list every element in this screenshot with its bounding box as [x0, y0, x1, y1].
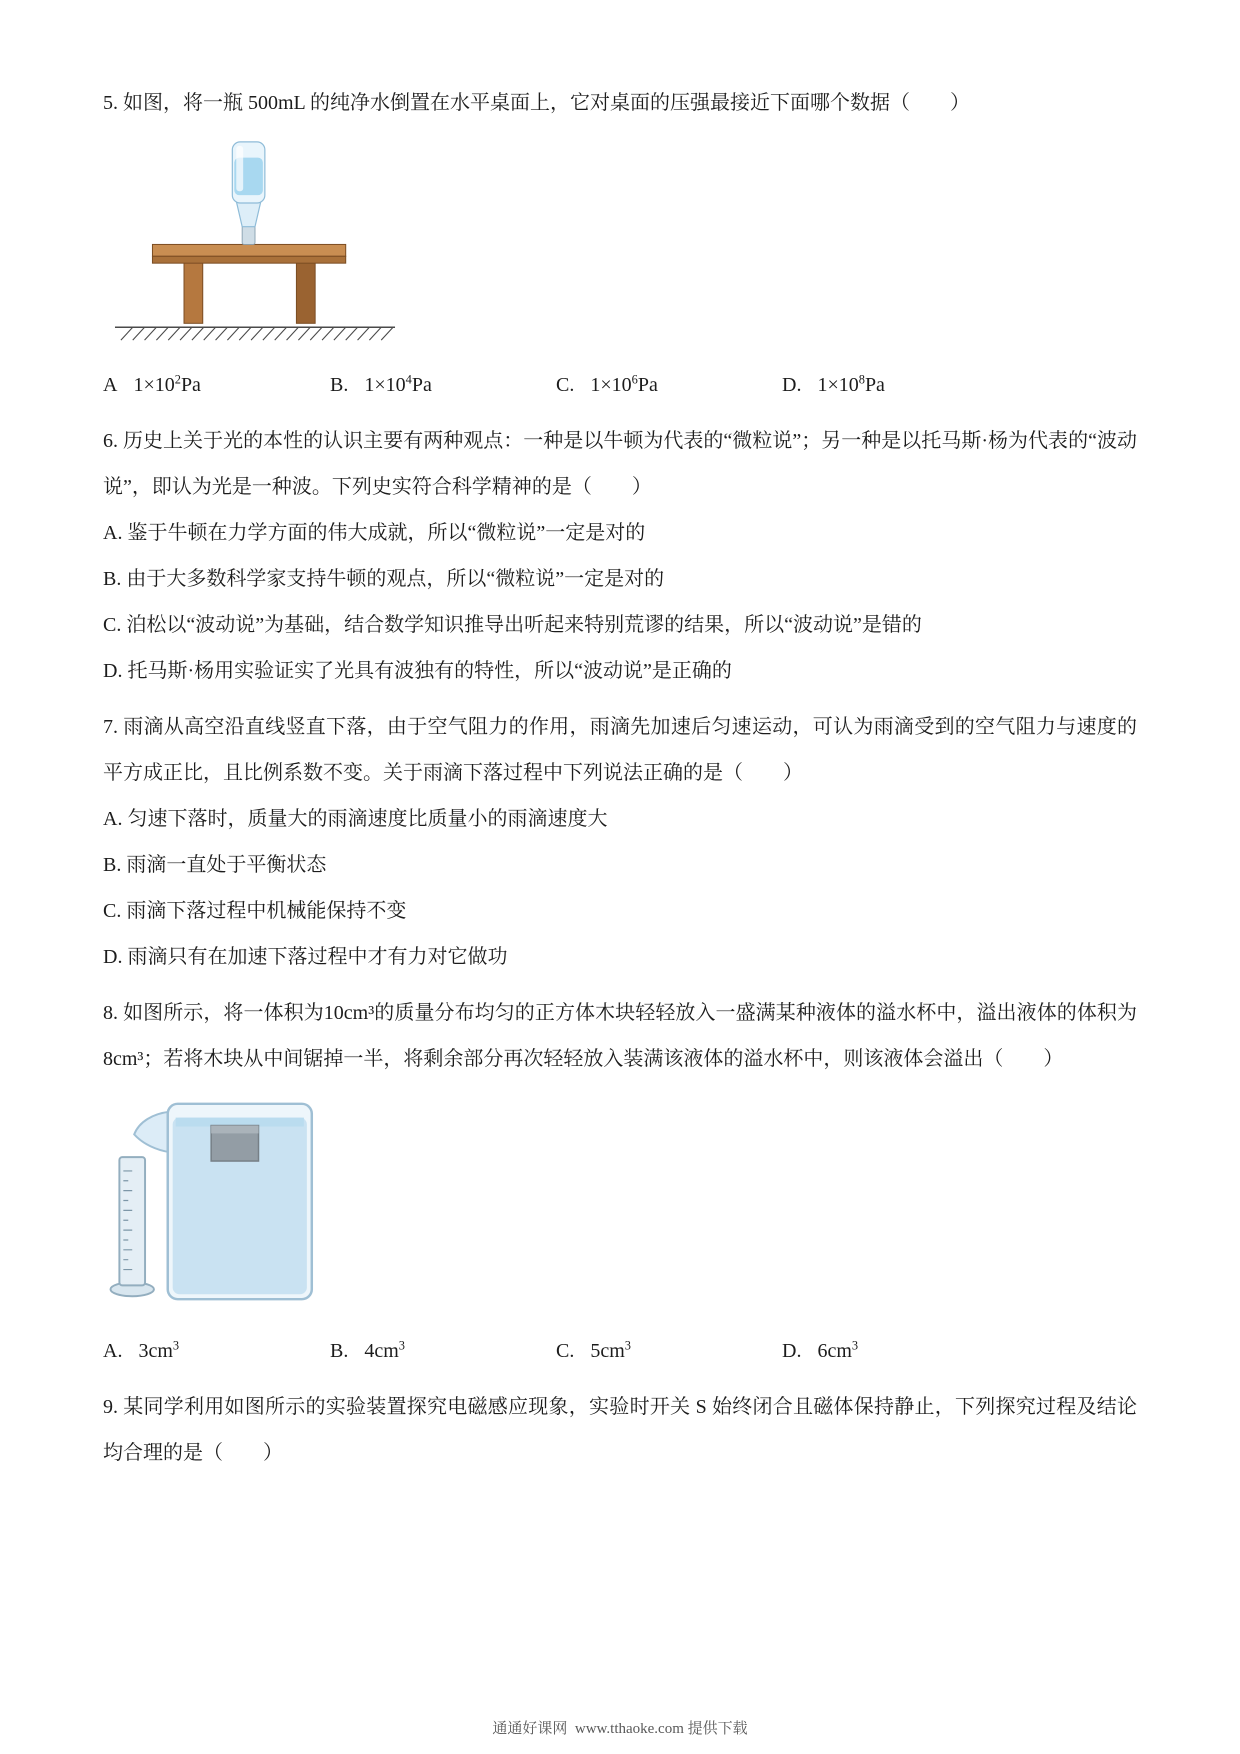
question-9-stem: 9. 某同学利用如图所示的实验装置探究电磁感应现象，实验时开关 S 始终闭合且磁体保持静止，下列探究过程及结论均合理的是（ ） [103, 1396, 1137, 1464]
overflow-cup-figure [105, 1090, 340, 1312]
question-6-option-d: D. 托马斯·杨用实验证实了光具有波独有的特性，所以“波动说”是正确的 [103, 660, 732, 682]
question-7-option-a: A. 匀速下落时，质量大的雨滴速度比质量小的雨滴速度大 [103, 808, 608, 830]
option-value: $3cm^3$ [138, 1338, 180, 1362]
question-5-option-c: C. $1\times 10^6Pa$ [556, 372, 658, 396]
question-8-options [103, 1328, 1137, 1374]
page-footer: 通通好课网 www.tthaoke.com 提供下载 [492, 1721, 748, 1737]
question-7 [103, 704, 1137, 980]
option-value: $1\times 10^6Pa$ [590, 372, 658, 396]
water-bottle-icon [232, 142, 265, 245]
graduated-cylinder-icon [111, 1157, 154, 1296]
question-7-option-b: B. 雨滴一直处于平衡状态 [103, 854, 327, 876]
wood-block-icon [211, 1126, 258, 1162]
question-6-option-a: A. 鉴于牛顿在力学方面的伟大成就，所以“微粒说”一定是对的 [103, 522, 646, 544]
question-6-option-c: C. 泊松以“波动说”为基础，结合数学知识推导出听起来特别荒谬的结果，所以“波动说”是错的 [103, 614, 922, 636]
option-value: $1\times 10^4Pa$ [364, 372, 432, 396]
option-value: $1\times 10^8Pa$ [817, 372, 885, 396]
figure-bottle-on-table [105, 134, 1137, 352]
question-7-stem: 7. 雨滴从高空沿直线竖直下落，由于空气阻力的作用，雨滴先加速后匀速运动，可认为雨滴受到的空气阻力与速度的平方成正比，且比例系数不变。关于雨滴下落过程中下列说法正确的是（ ） [103, 716, 1137, 784]
question-6 [103, 418, 1137, 694]
question-5-stem: 5. 如图，将一瓶 500mL 的纯净水倒置在水平桌面上，它对桌面的压强最接近下面哪个数据（ ） [103, 92, 971, 114]
option-value: $1\times 10^2Pa$ [133, 372, 201, 396]
figure-overflow-cup [105, 1090, 1137, 1318]
option-value: $4cm^3$ [364, 1338, 405, 1362]
question-8-option-d: D. $6cm^3$ [782, 1338, 859, 1362]
question-7-option-c: C. 雨滴下落过程中机械能保持不变 [103, 900, 407, 922]
question-5-options [103, 362, 1137, 408]
question-5-option-b: B. $1\times 10^4Pa$ [330, 372, 432, 396]
question-5-option-d: D. $1\times 10^8Pa$ [782, 372, 885, 396]
question-8-option-a: A. $3cm^3$ [103, 1338, 180, 1362]
question-5-option-a: A $1\times 10^2Pa$ [103, 372, 201, 396]
question-9 [103, 1384, 1137, 1476]
question-6-option-b: B. 由于大多数科学家支持牛顿的观点，所以“微粒说”一定是对的 [103, 568, 665, 590]
option-value: $5cm^3$ [590, 1338, 631, 1362]
option-value: $6cm^3$ [817, 1338, 859, 1362]
table [152, 244, 345, 323]
question-8-option-c: C. $5cm^3$ [556, 1338, 631, 1362]
question-7-option-d: D. 雨滴只有在加速下落过程中才有力对它做功 [103, 946, 508, 968]
question-8 [103, 990, 1137, 1374]
bottle-table-figure [105, 134, 405, 346]
question-5 [103, 80, 1137, 408]
ground-hatching [115, 327, 395, 340]
question-6-stem: 6. 历史上关于光的本性的认识主要有两种观点：一种是以牛顿为代表的“微粒说”；另一种是以托马斯·杨为代表的“波动说”，即认为光是一种波。下列史实符合科学精神的是（ ） [103, 430, 1137, 498]
question-8-option-b: B. $4cm^3$ [330, 1338, 405, 1362]
question-8-stem: 8. 如图所示，将一体积为10cm³的质量分布均匀的正方体木块轻轻放入一盛满某种液体的溢水杯中，溢出液体的体积为8cm³；若将木块从中间锯掉一半，将剩余部分再次轻轻放入装满该液体的溢水杯中，则该液体会溢出（ ） [103, 1002, 1137, 1070]
